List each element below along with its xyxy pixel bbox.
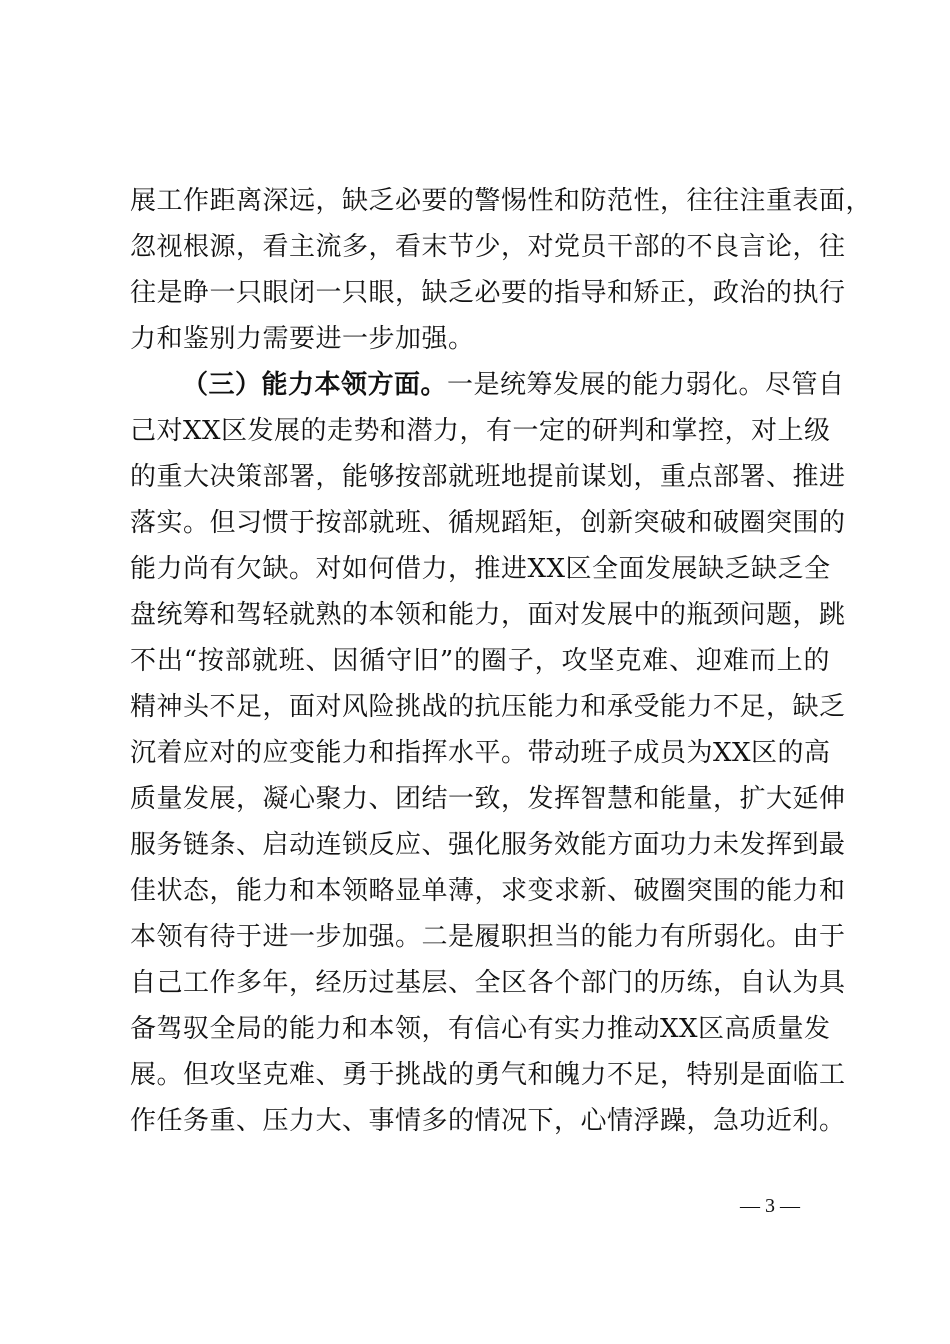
paragraph-line: 服务链条、启动连锁反应、强化服务效能方面功力未发挥到最 [130,830,846,860]
paragraph-text: 一是统筹发展的能力弱化。尽管自 [447,370,845,400]
paragraph-line: 己对XX区发展的走势和潜力，有一定的研判和掌控，对上级 [130,416,831,446]
paragraph-line: 落实。但习惯于按部就班、循规蹈矩，创新突破和破圈突围的 [130,508,846,538]
paragraph-line: 的重大决策部署，能够按部就班地提前谋划，重点部署、推进 [130,462,846,492]
page-number: — 3 — [740,1195,800,1217]
section-heading: （三）能力本领方面。 [182,370,448,400]
paragraph-line: 佳状态，能力和本领略显单薄，求变求新、破圈突围的能力和 [130,876,846,906]
paragraph-line: 质量发展，凝心聚力、团结一致，发挥智慧和能量，扩大延伸 [130,784,846,814]
paragraph-line: 能力尚有欠缺。对如何借力，推进XX区全面发展缺乏缺乏全 [130,554,831,584]
paragraph-line: 盘统筹和驾轻就熟的本领和能力，面对发展中的瓶颈问题，跳 [130,600,846,630]
paragraph-line: 本领有待于进一步加强。二是履职担当的能力有所弱化。由于 [130,922,846,952]
paragraph-line: 不出“按部就班、因循守旧”的圈子，攻坚克难、迎难而上的 [130,646,830,676]
paragraph-line: 展工作距离深远，缺乏必要的警惕性和防范性，往往注重表面， [130,186,873,216]
paragraph-line: 备驾驭全局的能力和本领，有信心有实力推动XX区高质量发 [130,1014,831,1044]
paragraph-line: 自己工作多年，经历过基层、全区各个部门的历练，自认为具 [130,968,846,998]
paragraph-line: 精神头不足，面对风险挑战的抗压能力和承受能力不足，缺乏 [130,692,846,722]
paragraph-first-line [182,370,845,400]
paragraph-line: 展。但攻坚克难、勇于挑战的勇气和魄力不足，特别是面临工 [130,1060,846,1090]
paragraph-line: 沉着应对的应变能力和指挥水平。带动班子成员为XX区的高 [130,738,831,768]
paragraph-line: 忽视根源，看主流多，看末节少，对党员干部的不良言论，往 [130,232,846,262]
paragraph-line: 往是睁一只眼闭一只眼，缺乏必要的指导和矫正，政治的执行 [130,278,846,308]
paragraph-line: 作任务重、压力大、事情多的情况下，心情浮躁，急功近利。 [130,1106,846,1136]
paragraph-line: 力和鉴别力需要进一步加强。 [130,324,475,354]
